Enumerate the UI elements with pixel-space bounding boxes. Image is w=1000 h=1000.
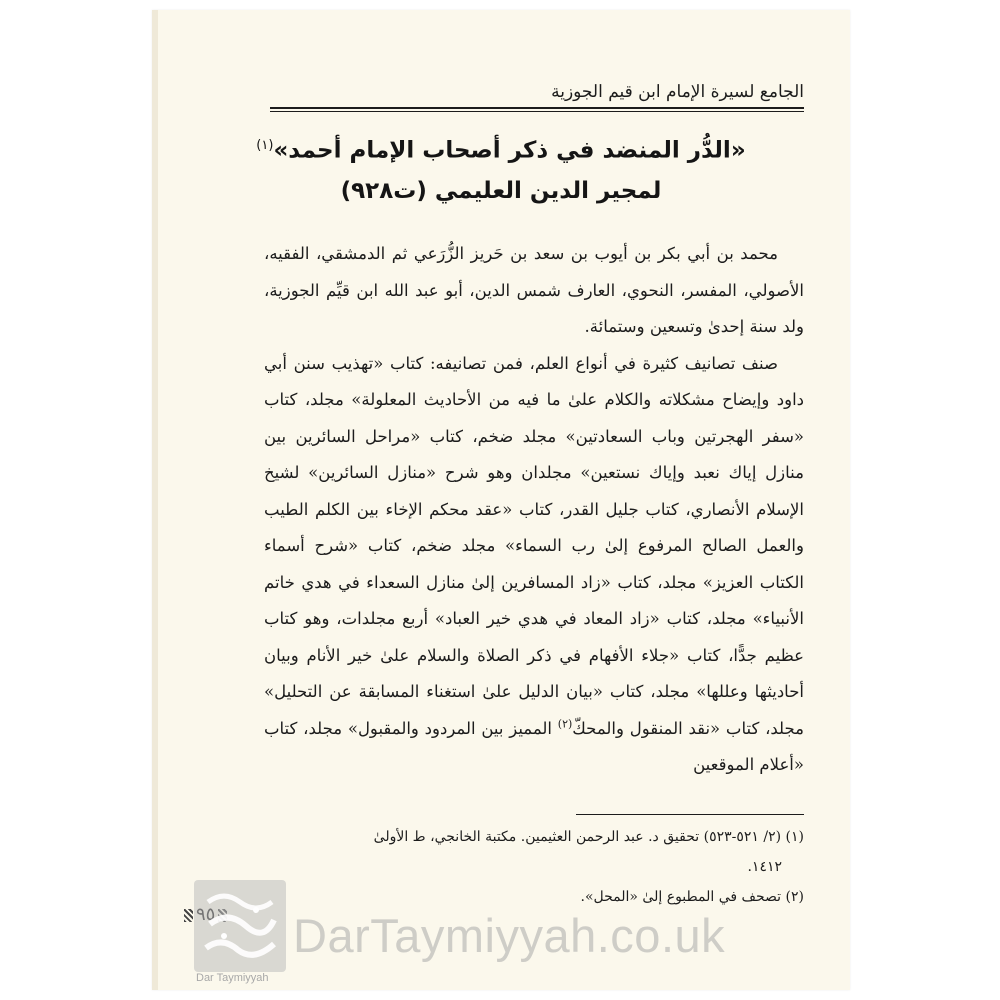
footnote-ref-1: (١) — [256, 138, 274, 153]
footnote-1: (١) (٢/ ٥٢١-٥٢٣) تحقيق د. عبد الرحمن العثيمين. مكتبة الخانجي، ط الأولىٰ — [373, 829, 804, 845]
header-rule — [270, 107, 804, 112]
title-line-2: لمجير الدين العليمي (ت٩٢٨) — [340, 177, 662, 204]
footnote-ref-2: (٢) — [557, 717, 573, 730]
section-title — [192, 126, 810, 211]
footnote-2: (٢) تصحف في المطبوع إلىٰ «المحل». — [580, 889, 804, 905]
page-edge — [152, 10, 158, 990]
paragraph-2-text-b: المميز بين المردود والمقبول» مجلد، كتاب «أعلام الموقعين — [264, 718, 804, 774]
paragraph-1: محمد بن أبي بكر بن أيوب بن سعد بن حَريز الزُّرَعي ثم الدمشقي، الفقيه، الأصولي، المفسر، النحوي، العارف شمس الدين، أبو عبد الله ابن قيِّم الجوزية، ولد سنة إحدىٰ وتسعين وستمائة. — [264, 244, 804, 336]
watermark-text: DarTaymiyyah.co.uk — [293, 909, 726, 962]
body-text — [264, 236, 804, 784]
footnote-rule — [576, 814, 804, 815]
dar-taymiyyah-logo-icon — [194, 880, 286, 972]
footnote-1-continuation: ١٤١٢. — [747, 859, 782, 875]
ornament-icon — [184, 909, 193, 922]
title-text: «الدُّر المنضد في ذكر أصحاب الإمام أحمد» — [273, 137, 746, 164]
title-line-1 — [192, 126, 810, 171]
logo-caption: Dar Taymiyyah — [196, 972, 269, 984]
paragraph-2 — [264, 346, 804, 784]
book-page — [152, 10, 850, 990]
footnotes — [264, 822, 804, 912]
paragraph-2-text-a: صنف تصانيف كثيرة في أنواع العلم، فمن تصانيفه: كتاب «تهذيب سنن أبي داود وإيضاح مشكلاته والكلام علىٰ ما فيه من الأحاديث المعلولة» مجلد، كتاب «سفر الهجرتين وباب السعادتين» مجلد ضخم، كتاب «مراحل السائرين بين منازل إياك نعبد وإياك نستعين» مجلدان وهو شرح «منازل السائرين» لشيخ الإسلام الأنصاري، كتاب جليل القدر، كتاب «عقد محكم الإخاء بين الكلم الطيب والعمل الصالح المرفوع إلىٰ رب السماء» مجلد ضخم، كتاب «شرح أسماء الكتاب العزيز» مجلد، كتاب «زاد المسافرين إلىٰ منازل السعداء في هدي خاتم الأنبياء» مجلد، كتاب «زاد المعاد في هدي خير العباد» أربع مجلدات، وهو كتاب عظيم جدًّا، كتاب «جلاء الأفهام في ذكر الصلاة والسلام علىٰ خير الأنام وبيان أحاديثها وعللها» مجلد، كتاب «بيان الدليل علىٰ استغناء المسابقة عن التحليل» مجلد، كتاب «نقد المنقول والمحكّ — [264, 353, 805, 738]
running-header: الجامع لسيرة الإمام ابن قيم الجوزية — [551, 82, 804, 102]
